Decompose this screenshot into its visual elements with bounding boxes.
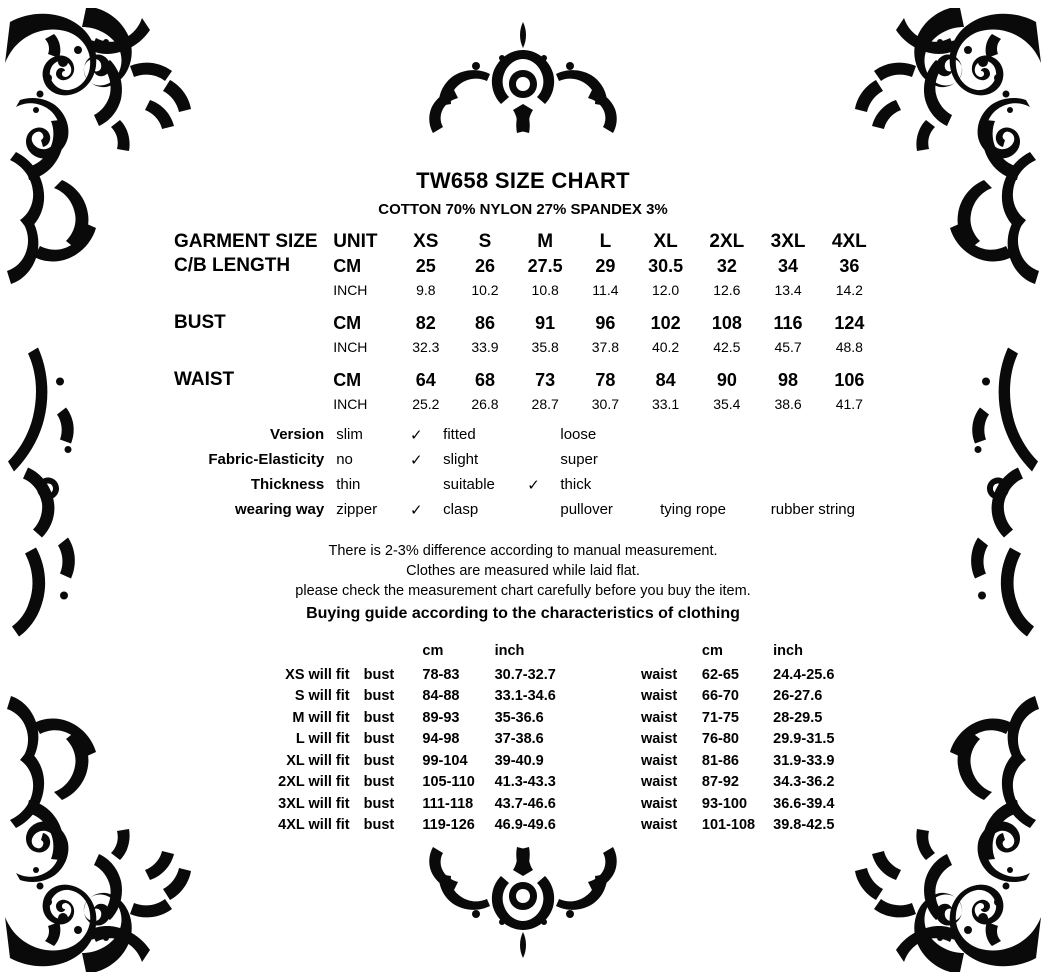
table-row-waist-inch <box>174 392 880 416</box>
cell-value: 48.8 <box>835 339 863 355</box>
row-spacer <box>174 359 880 368</box>
row-label-empty <box>174 278 333 302</box>
checkmark-version-slim: ✓ <box>410 426 423 444</box>
option-wearing-zipper: zipper <box>336 501 378 518</box>
cell-value: 90 <box>716 369 737 390</box>
header-size-s: S <box>478 231 492 252</box>
guide-bust-cm: 119-126 <box>422 817 475 834</box>
guide-size-label: M will fit <box>292 709 350 726</box>
guide-waist-inch: 24.4-25.6 <box>773 666 835 683</box>
guide-waist-label: waist <box>640 752 678 769</box>
option-version-slim: slim <box>336 426 363 443</box>
table-row-cb-length-cm <box>174 254 880 278</box>
measurement-notes <box>0 541 1046 601</box>
guide-bust-cm: 84-88 <box>422 688 460 705</box>
attribute-label-fabric-elasticity: Fabric-Elasticity <box>208 451 325 468</box>
option-thickness-suitable: suitable <box>443 476 495 493</box>
table-row-waist-cm <box>174 368 880 392</box>
cell-value: 84 <box>655 369 676 390</box>
row-unit-inch: INCH <box>333 282 368 298</box>
attribute-label-version: Version <box>270 426 325 443</box>
guide-waist-label: waist <box>640 666 678 683</box>
cell-value: 30.7 <box>591 396 620 412</box>
option-wearing-tying-rope: tying rope <box>660 501 726 518</box>
guide-bust-inch: 41.3-43.3 <box>494 774 556 791</box>
guide-row-s <box>222 686 862 708</box>
guide-row-3xl <box>222 793 862 815</box>
note-line-3: please check the measurement chart carefully before you buy the item. <box>295 583 751 599</box>
buying-guide-title: Buying guide according to the characteristics of clothing <box>306 605 740 622</box>
attribute-row-version <box>174 422 894 447</box>
guide-size-label: S will fit <box>294 688 350 705</box>
guide-header-row <box>222 638 862 664</box>
cell-value: 32.3 <box>412 339 440 355</box>
guide-bust-label: bust <box>363 817 395 834</box>
cell-value: 40.2 <box>651 339 680 355</box>
guide-header-bust <box>364 638 423 664</box>
cell-value: 86 <box>474 312 495 333</box>
guide-waist-label: waist <box>640 709 678 726</box>
option-version-fitted: fitted <box>443 426 476 443</box>
guide-size-label: 2XL will fit <box>278 774 350 791</box>
cell-value: 26.8 <box>471 396 499 412</box>
guide-bust-cm: 111-118 <box>422 795 474 812</box>
cell-value: 124 <box>834 312 865 333</box>
cell-value: 27.5 <box>527 255 563 276</box>
guide-bust-cm: 105-110 <box>422 774 475 791</box>
row-label-waist: WAIST <box>174 369 235 390</box>
option-wearing-clasp: clasp <box>443 501 479 518</box>
option-elasticity-no: no <box>336 451 353 468</box>
checkmark-elasticity-slight <box>527 447 560 472</box>
cell-value: 13.4 <box>774 282 802 298</box>
option-wearing-pullover: pullover <box>560 501 613 518</box>
option-elasticity-extra1 <box>660 447 771 472</box>
cell-value: 10.8 <box>531 282 559 298</box>
guide-bust-inch: 39-40.9 <box>494 752 544 769</box>
attribute-row-thickness <box>174 472 894 497</box>
row-label-cb-length: C/B LENGTH <box>174 255 291 276</box>
option-thickness-thick: thick <box>560 476 592 493</box>
checkmark-wearing-zipper: ✓ <box>410 501 423 519</box>
option-thickness-extra2 <box>771 472 894 497</box>
guide-waist-inch: 26-27.6 <box>773 688 823 705</box>
cell-value: 98 <box>778 369 799 390</box>
guide-header-waist-inch: inch <box>773 643 803 659</box>
cell-value: 116 <box>773 312 803 333</box>
guide-bust-inch: 37-38.6 <box>494 731 544 748</box>
option-wearing-rubber-string: rubber string <box>770 501 855 518</box>
cell-value: 33.9 <box>471 339 499 355</box>
cell-value: 42.5 <box>713 339 741 355</box>
guide-waist-cm: 76-80 <box>701 731 739 748</box>
row-spacer <box>174 302 880 311</box>
guide-bust-inch: 30.7-32.7 <box>494 666 556 683</box>
guide-row-4xl <box>222 815 862 837</box>
cell-value: 25.2 <box>412 396 440 412</box>
guide-waist-inch: 31.9-33.9 <box>773 752 835 769</box>
header-garment-size: GARMENT SIZE <box>174 231 318 252</box>
attribute-label-thickness: Thickness <box>250 476 325 493</box>
option-version-extra1 <box>660 422 771 447</box>
buying-guide-table <box>222 638 862 836</box>
option-thickness-extra1 <box>660 472 771 497</box>
guide-waist-cm: 87-92 <box>701 774 739 791</box>
guide-waist-cm: 62-65 <box>701 666 739 683</box>
guide-header-size <box>222 638 364 664</box>
attribute-row-wearing-way <box>174 497 894 522</box>
cell-value: 25 <box>415 255 436 276</box>
guide-bust-cm: 78-83 <box>422 666 460 683</box>
cell-value: 45.7 <box>774 339 802 355</box>
checkmark-elasticity-no: ✓ <box>410 451 423 469</box>
cell-value: 29 <box>595 255 616 276</box>
guide-header-bust-cm: cm <box>422 643 444 659</box>
note-line-2: Clothes are measured while laid flat. <box>406 563 640 579</box>
guide-header-waist <box>641 638 702 664</box>
cell-value: 12.0 <box>651 282 680 298</box>
guide-bust-label: bust <box>363 731 395 748</box>
row-unit-cm: CM <box>333 255 362 276</box>
garment-attributes-table <box>174 422 894 522</box>
table-row-bust-inch <box>174 335 880 359</box>
guide-bust-inch: 33.1-34.6 <box>494 688 556 705</box>
guide-size-label: 4XL will fit <box>278 817 350 834</box>
cell-value: 82 <box>415 312 436 333</box>
row-unit-cm: CM <box>333 369 362 390</box>
cell-value: 32 <box>716 255 737 276</box>
header-size-m: M <box>537 231 554 252</box>
guide-bust-inch: 35-36.6 <box>494 709 544 726</box>
cell-value: 38.6 <box>774 396 802 412</box>
cell-value: 10.2 <box>471 282 499 298</box>
row-label-empty <box>174 335 333 359</box>
guide-bust-label: bust <box>363 666 395 683</box>
row-label-empty <box>174 392 333 416</box>
option-version-loose: loose <box>560 426 597 443</box>
cell-value: 78 <box>595 369 616 390</box>
option-elasticity-extra2 <box>771 447 894 472</box>
header-size-2xl: 2XL <box>709 231 745 252</box>
header-size-l: L <box>599 231 612 252</box>
guide-bust-label: bust <box>363 709 395 726</box>
guide-size-label: XL will fit <box>286 752 350 769</box>
guide-waist-cm: 93-100 <box>701 795 748 812</box>
header-size-4xl: 4XL <box>831 231 867 252</box>
material-composition: COTTON 70% NYLON 27% SPANDEX 3% <box>378 201 668 218</box>
cell-value: 14.2 <box>835 282 863 298</box>
cell-value: 108 <box>711 312 742 333</box>
header-unit: UNIT <box>333 231 378 252</box>
guide-header-waist-cm: cm <box>701 643 723 659</box>
row-unit-cm: CM <box>333 312 362 333</box>
row-label-bust: BUST <box>174 312 226 333</box>
guide-bust-inch: 46.9-49.6 <box>494 817 556 834</box>
note-line-1: There is 2-3% difference according to manual measurement. <box>328 543 718 559</box>
row-unit-inch: INCH <box>333 339 368 355</box>
option-elasticity-super: super <box>560 451 598 468</box>
guide-waist-label: waist <box>640 774 678 791</box>
cell-value: 9.8 <box>416 282 436 298</box>
cell-value: 33.1 <box>651 396 680 412</box>
checkmark-thickness-thin <box>410 472 443 497</box>
cell-value: 34 <box>778 255 799 276</box>
checkmark-version-fitted <box>527 422 560 447</box>
guide-row-xs <box>222 664 862 686</box>
option-version-extra2 <box>771 422 894 447</box>
cell-value: 26 <box>474 255 495 276</box>
cell-value: 73 <box>535 369 556 390</box>
header-size-xs: XS <box>413 231 439 252</box>
table-row-cb-length-inch <box>174 278 880 302</box>
guide-waist-inch: 39.8-42.5 <box>773 817 835 834</box>
cell-value: 37.8 <box>591 339 620 355</box>
guide-size-label: XS will fit <box>285 666 350 683</box>
option-elasticity-slight: slight <box>443 451 479 468</box>
cell-value: 41.7 <box>835 396 863 412</box>
cell-value: 96 <box>595 312 616 333</box>
guide-header-bust-inch: inch <box>494 643 525 659</box>
guide-waist-inch: 36.6-39.4 <box>773 795 835 812</box>
guide-bust-cm: 99-104 <box>422 752 468 769</box>
table-header-row <box>174 230 880 254</box>
guide-waist-inch: 29.9-31.5 <box>773 731 835 748</box>
guide-waist-cm: 66-70 <box>701 688 739 705</box>
checkmark-wearing-clasp <box>527 497 560 522</box>
guide-waist-label: waist <box>640 817 678 834</box>
attribute-label-wearing-way: wearing way <box>235 501 325 518</box>
cell-value: 106 <box>834 369 865 390</box>
guide-bust-cm: 94-98 <box>422 731 460 748</box>
cell-value: 36 <box>839 255 860 276</box>
cell-value: 102 <box>650 312 681 333</box>
guide-waist-label: waist <box>640 688 678 705</box>
guide-row-2xl <box>222 772 862 794</box>
guide-row-l <box>222 729 862 751</box>
guide-waist-label: waist <box>640 795 678 812</box>
guide-bust-cm: 89-93 <box>422 709 460 726</box>
cell-value: 35.4 <box>713 396 741 412</box>
guide-row-xl <box>222 750 862 772</box>
guide-size-label: L will fit <box>295 731 350 748</box>
size-measurement-table <box>174 230 880 416</box>
row-unit-inch: INCH <box>333 396 368 412</box>
cell-value: 35.8 <box>531 339 559 355</box>
guide-waist-cm: 101-108 <box>701 817 756 834</box>
guide-bust-label: bust <box>363 752 395 769</box>
guide-row-m <box>222 707 862 729</box>
guide-waist-inch: 34.3-36.2 <box>773 774 835 791</box>
guide-bust-label: bust <box>363 795 395 812</box>
cell-value: 11.4 <box>592 282 619 298</box>
guide-bust-inch: 43.7-46.6 <box>494 795 556 812</box>
cell-value: 28.7 <box>531 396 559 412</box>
option-thickness-thin: thin <box>336 476 361 493</box>
table-row-bust-cm <box>174 311 880 335</box>
attribute-row-fabric-elasticity <box>174 447 894 472</box>
header-size-xl: XL <box>653 231 678 252</box>
guide-bust-label: bust <box>363 688 395 705</box>
cell-value: 12.6 <box>713 282 741 298</box>
cell-value: 64 <box>415 369 436 390</box>
guide-waist-cm: 71-75 <box>701 709 739 726</box>
header-size-3xl: 3XL <box>770 231 806 252</box>
guide-waist-label: waist <box>640 731 678 748</box>
guide-waist-inch: 28-29.5 <box>773 709 823 726</box>
checkmark-thickness-suitable: ✓ <box>527 476 540 494</box>
cell-value: 30.5 <box>648 255 684 276</box>
cell-value: 68 <box>474 369 495 390</box>
guide-bust-label: bust <box>363 774 395 791</box>
guide-size-label: 3XL will fit <box>278 795 350 812</box>
guide-waist-cm: 81-86 <box>701 752 739 769</box>
page-title: TW658 SIZE CHART <box>416 168 630 193</box>
cell-value: 91 <box>535 312 556 333</box>
